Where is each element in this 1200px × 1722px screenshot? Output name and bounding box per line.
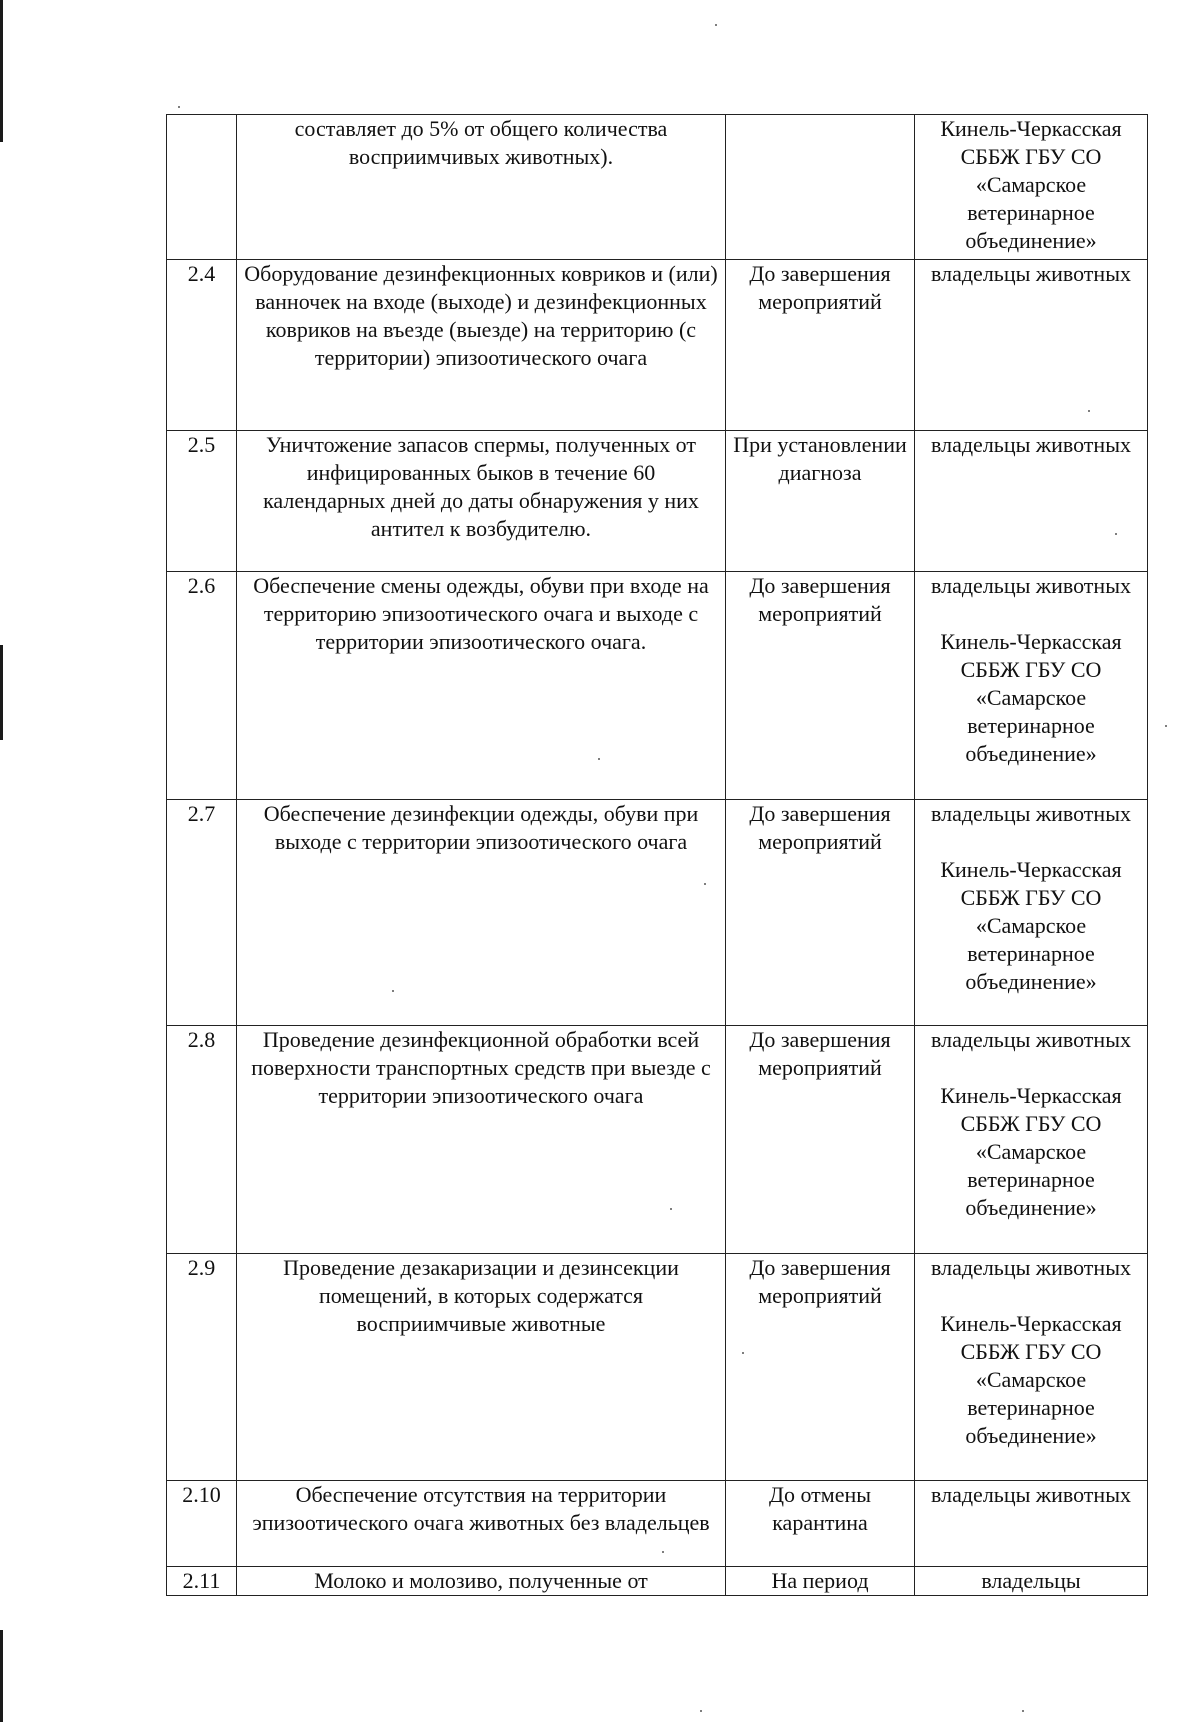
table-row — [167, 260, 1148, 431]
responsible-party — [915, 1254, 1148, 1481]
scan-speck — [392, 990, 394, 992]
responsible-organization: Кинель-Черкасская СББЖ ГБУ СО «Самарское ветеринарное объединение» — [940, 1083, 1122, 1220]
row-number: 2.5 — [167, 431, 237, 572]
scan-speck — [715, 24, 717, 26]
table-row — [167, 572, 1148, 800]
responsible-organization: Кинель-Черкасская СББЖ ГБУ СО «Самарское ветеринарное объединение» — [940, 1311, 1122, 1448]
scan-speck — [670, 1208, 672, 1210]
responsible-party — [915, 800, 1148, 1026]
row-number: 2.6 — [167, 572, 237, 800]
responsible-organization: Кинель-Черкасская СББЖ ГБУ СО «Самарское ветеринарное объединение» — [940, 629, 1122, 766]
scan-speck — [700, 1710, 702, 1712]
row-number — [167, 115, 237, 260]
measure-description: Обеспечение дезинфекции одежды, обуви при выходе с территории эпизоотического очага — [237, 800, 726, 1026]
table-row — [167, 431, 1148, 572]
responsible-party — [915, 260, 1148, 431]
scan-edge-mark-middle — [0, 645, 3, 740]
cell-spacer — [921, 828, 1141, 856]
cell-spacer — [921, 1054, 1141, 1082]
responsible-owners: владельцы животных — [931, 573, 1131, 598]
scan-speck — [704, 883, 706, 885]
measure-deadline: До отмены карантина — [726, 1481, 915, 1567]
responsible-owners: владельцы животных — [931, 261, 1131, 286]
measure-deadline — [726, 115, 915, 260]
measure-description: Оборудование дезинфекционных ковриков и (или) ванночек на входе (выходе) и дезинфекционных ковриков на въезде (выезде) на территорию (с территории) эпизоотического очага — [237, 260, 726, 431]
responsible-party — [915, 1026, 1148, 1254]
cell-spacer — [921, 1282, 1141, 1310]
measure-description: Обеспечение отсутствия на территории эпизоотического очага животных без владельцев — [237, 1481, 726, 1567]
measure-description: Проведение дезинфекционной обработки всей поверхности транспортных средств при выезде с территории эпизоотического очага — [237, 1026, 726, 1254]
responsible-party — [915, 1481, 1148, 1567]
table-row — [167, 800, 1148, 1026]
scan-speck — [1115, 533, 1117, 535]
responsible-owners: владельцы животных — [931, 1482, 1131, 1507]
measure-deadline: До завершения мероприятий — [726, 800, 915, 1026]
measures-table — [166, 114, 1148, 1596]
responsible-party — [915, 572, 1148, 800]
table-row — [167, 1026, 1148, 1254]
scan-speck — [598, 758, 600, 760]
measure-deadline: На период — [726, 1567, 915, 1596]
responsible-party — [915, 115, 1148, 260]
responsible-organization: Кинель-Черкасская СББЖ ГБУ СО «Самарское ветеринарное объединение» — [940, 116, 1122, 253]
responsible-organization: Кинель-Черкасская СББЖ ГБУ СО «Самарское ветеринарное объединение» — [940, 857, 1122, 994]
scan-edge-mark-top — [0, 0, 3, 142]
table-row — [167, 1254, 1148, 1481]
measure-deadline: До завершения мероприятий — [726, 1026, 915, 1254]
table-row — [167, 1481, 1148, 1567]
measure-description: Проведение дезакаризации и дезинсекции помещений, в которых содержатся восприимчивые животные — [237, 1254, 726, 1481]
scan-speck — [662, 1551, 664, 1553]
responsible-owners: владельцы — [981, 1568, 1081, 1593]
measure-description: составляет до 5% от общего количества восприимчивых животных). — [237, 115, 726, 260]
measure-deadline: До завершения мероприятий — [726, 572, 915, 800]
measure-description: Обеспечение смены одежды, обуви при входе на территорию эпизоотического очага и выходе с территории эпизоотического очага. — [237, 572, 726, 800]
measure-description: Уничтожение запасов спермы, полученных от инфицированных быков в течение 60 календарных дней до даты обнаружения у них антител к возбудителю. — [237, 431, 726, 572]
responsible-owners: владельцы животных — [931, 801, 1131, 826]
measure-description: Молоко и молозиво, полученные от — [237, 1567, 726, 1596]
row-number: 2.9 — [167, 1254, 237, 1481]
scan-speck — [178, 106, 180, 108]
measure-deadline: При установлении диагноза — [726, 431, 915, 572]
row-number: 2.7 — [167, 800, 237, 1026]
scan-speck — [1165, 725, 1167, 727]
row-number: 2.8 — [167, 1026, 237, 1254]
responsible-party — [915, 431, 1148, 572]
cell-spacer — [921, 600, 1141, 628]
measure-deadline: До завершения мероприятий — [726, 260, 915, 431]
responsible-owners: владельцы животных — [931, 1027, 1131, 1052]
row-number: 2.10 — [167, 1481, 237, 1567]
measure-deadline: До завершения мероприятий — [726, 1254, 915, 1481]
scan-edge-mark-bottom — [0, 1630, 3, 1722]
scan-speck — [1022, 1710, 1024, 1712]
row-number: 2.4 — [167, 260, 237, 431]
responsible-owners: владельцы животных — [931, 432, 1131, 457]
table-row — [167, 115, 1148, 260]
scan-speck — [742, 1352, 744, 1354]
scan-speck — [1088, 410, 1090, 412]
table-row — [167, 1567, 1148, 1596]
row-number: 2.11 — [167, 1567, 237, 1596]
responsible-party — [915, 1567, 1148, 1596]
responsible-owners: владельцы животных — [931, 1255, 1131, 1280]
